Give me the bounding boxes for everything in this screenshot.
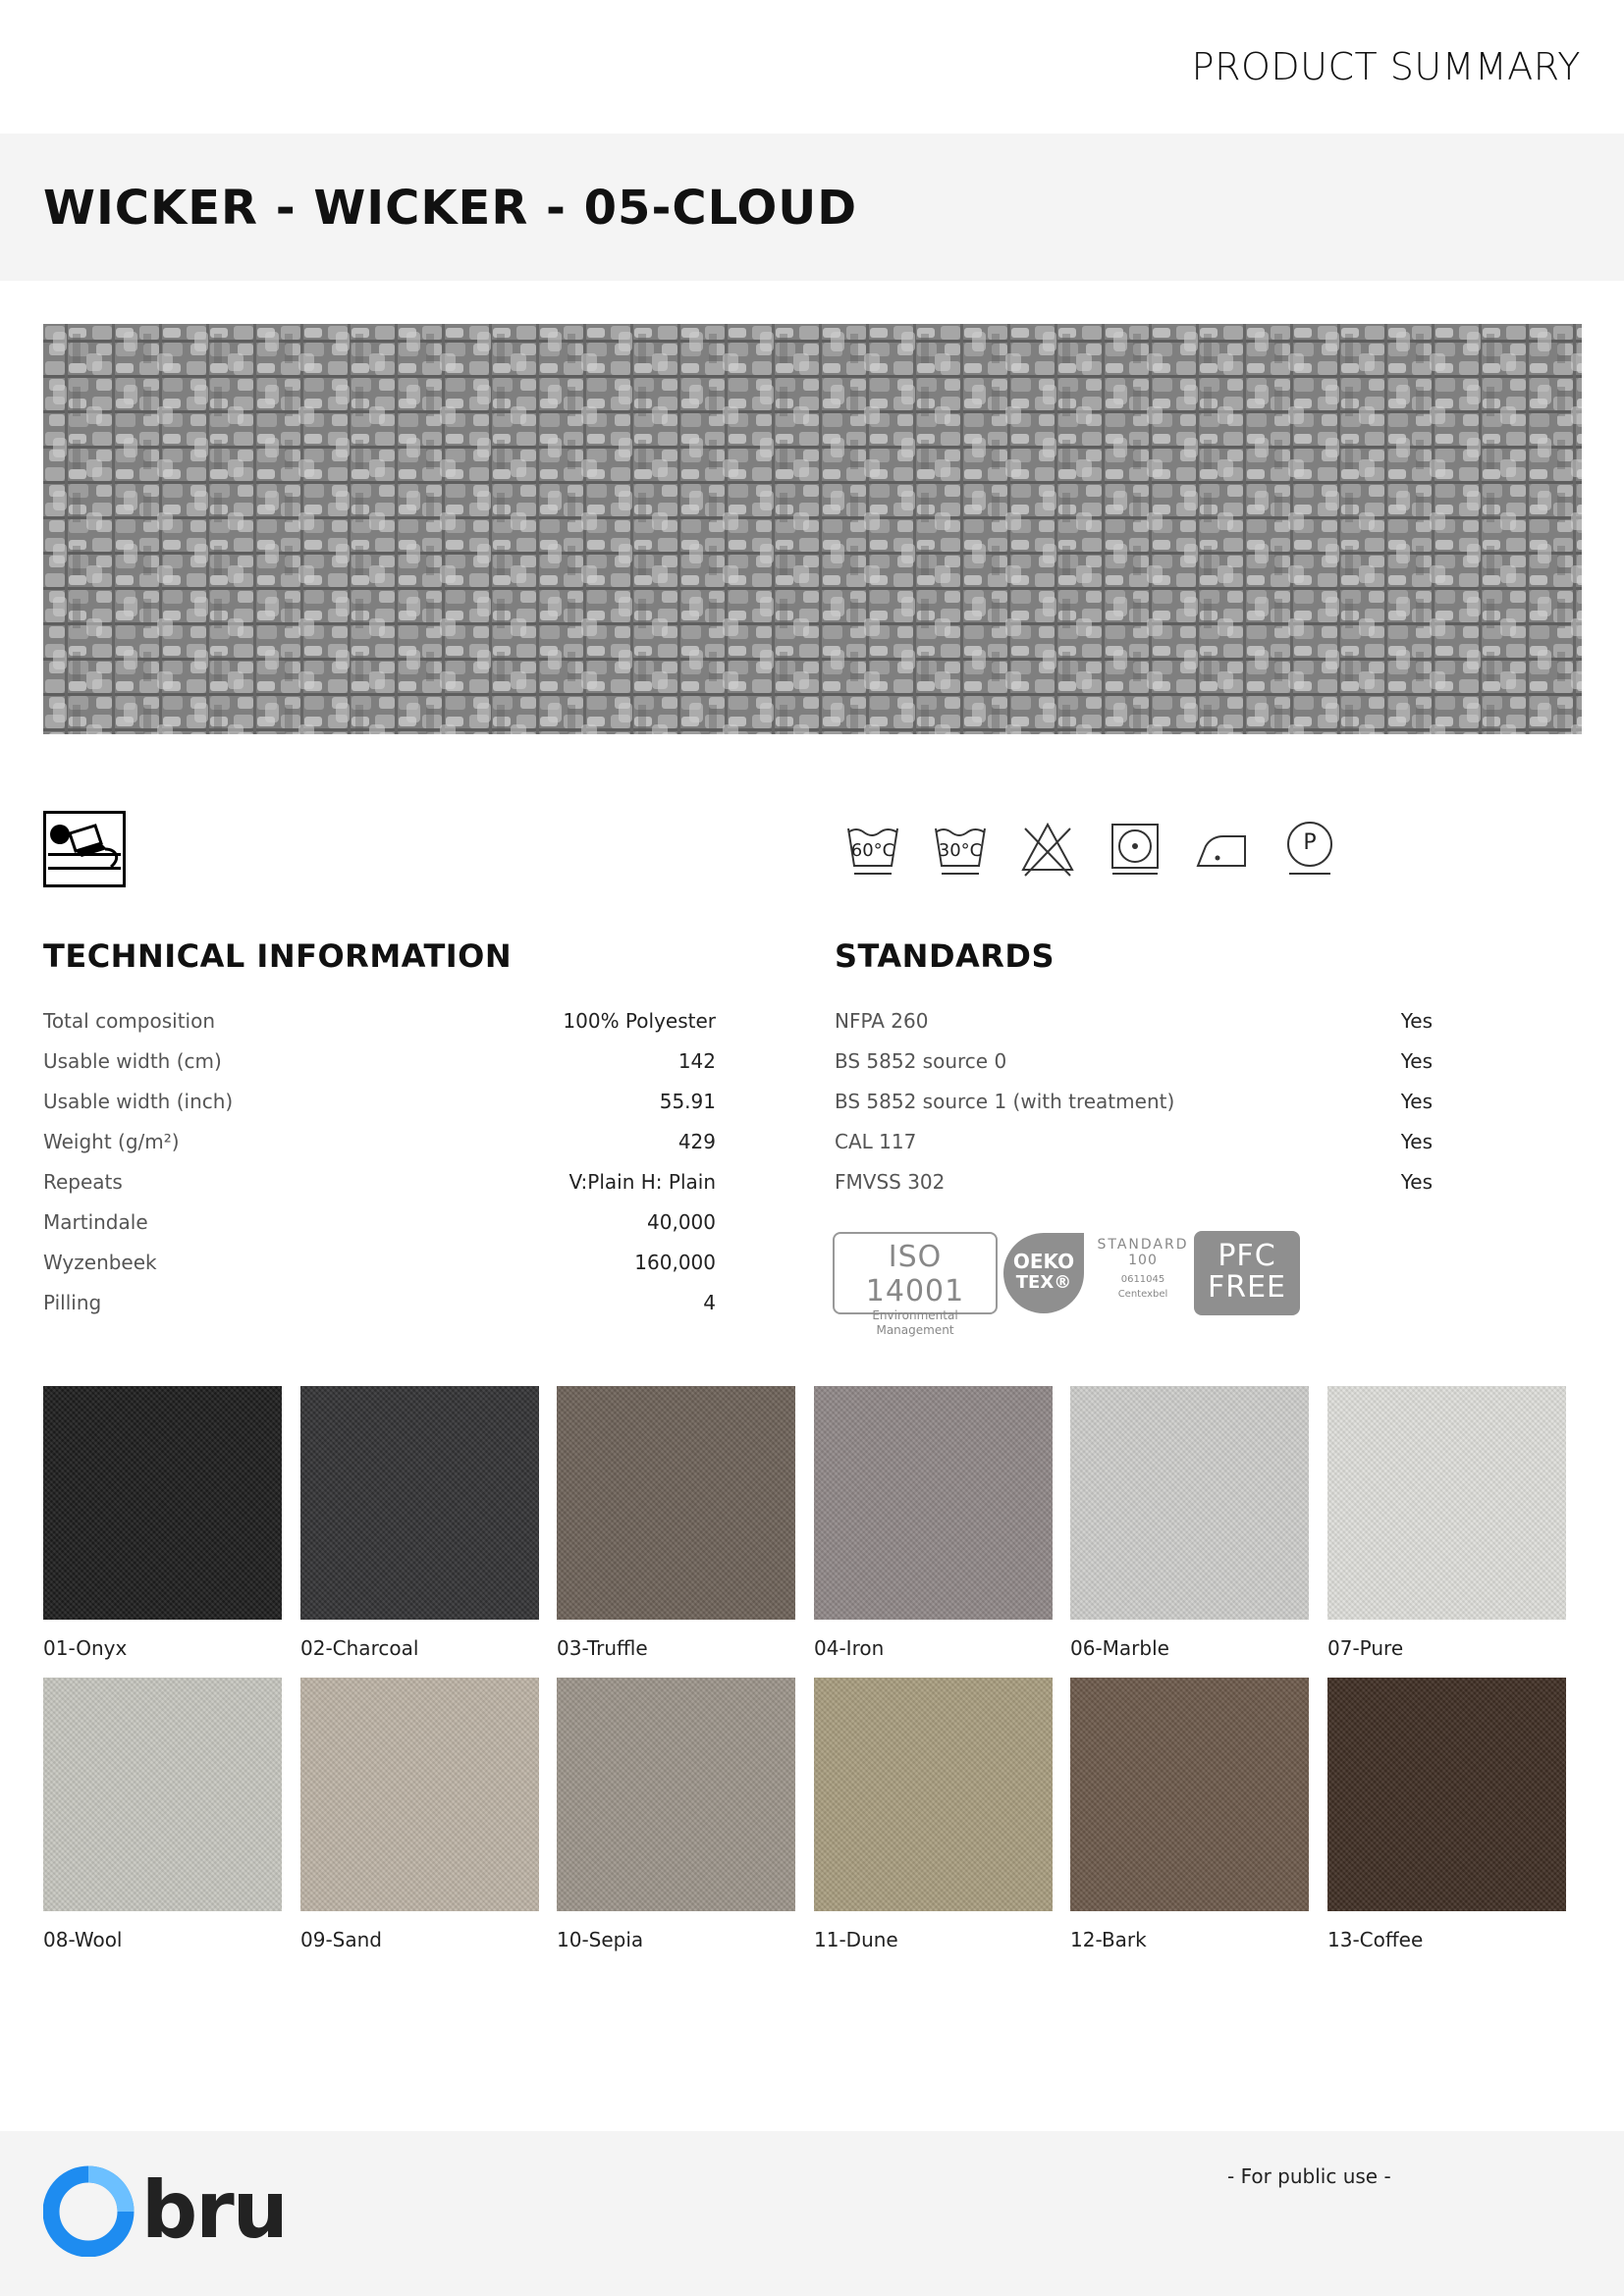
iso-14001-logo — [833, 1232, 998, 1337]
care-label: 60°C — [850, 840, 895, 861]
swatch-chip — [43, 1678, 282, 1911]
swatch-label: 13-Coffee — [1327, 1928, 1424, 1951]
spec-label: Weight (g/m²) — [43, 1130, 180, 1153]
standard-label: BS 5852 source 0 — [835, 1049, 1007, 1073]
swatch-label: 10-Sepia — [557, 1928, 644, 1951]
colour-swatch[interactable] — [300, 1678, 539, 1951]
standard-value: Yes — [1400, 1170, 1433, 1194]
spec-value: 100% Polyester — [563, 1009, 716, 1033]
colour-swatch[interactable] — [1327, 1678, 1566, 1951]
upholstery-chair-icon — [43, 811, 126, 887]
standard-row — [835, 1170, 1507, 1210]
swatch-label: 08-Wool — [43, 1928, 123, 1951]
standard-row — [835, 1049, 1507, 1090]
standards-table — [835, 1009, 1507, 1210]
pfc-free-badge — [1194, 1231, 1300, 1315]
swatch-chip — [300, 1678, 539, 1911]
spec-label: Pilling — [43, 1291, 102, 1314]
spec-label: Martindale — [43, 1210, 148, 1234]
standard-line: 100 — [1128, 1253, 1158, 1268]
pfc-line: PFC — [1218, 1239, 1276, 1273]
standard-label: NFPA 260 — [835, 1009, 929, 1033]
swatch-chip — [1327, 1678, 1566, 1911]
product-title: WICKER - WICKER - 05-CLOUD — [43, 181, 858, 236]
care-label: P — [1303, 830, 1317, 855]
technical-information-table — [43, 1009, 716, 1331]
swatch-label: 02-Charcoal — [300, 1636, 419, 1660]
standard-value: Yes — [1400, 1130, 1433, 1153]
care-label: 30°C — [938, 840, 983, 861]
iron-low-icon — [1194, 819, 1251, 878]
spec-row — [43, 1009, 716, 1049]
spec-row — [43, 1130, 716, 1170]
swatch-label: 03-Truffle — [557, 1636, 648, 1660]
standard-line: 0611045 — [1120, 1274, 1165, 1285]
spec-value: 429 — [677, 1130, 716, 1153]
spec-label: Wyzenbeek — [43, 1251, 157, 1274]
spec-value: 40,000 — [647, 1210, 716, 1234]
oeko-tex-logo — [1001, 1231, 1086, 1315]
spec-value: 4 — [703, 1291, 716, 1314]
spec-value: 142 — [677, 1049, 716, 1073]
swatch-chip — [557, 1678, 795, 1911]
public-use-label: - For public use - — [1227, 2164, 1391, 2188]
spec-label: Repeats — [43, 1170, 123, 1194]
swatch-chip — [1070, 1678, 1309, 1911]
swatch-label: 07-Pure — [1327, 1636, 1404, 1660]
iso-line: Management — [876, 1323, 954, 1337]
standard-value: Yes — [1400, 1090, 1433, 1113]
spec-value: 160,000 — [634, 1251, 716, 1274]
swatch-label: 04-Iron — [814, 1636, 885, 1660]
swatch-label: 09-Sand — [300, 1928, 382, 1951]
colour-swatch[interactable] — [557, 1678, 795, 1951]
colour-swatch[interactable] — [814, 1386, 1053, 1660]
wash-30-icon — [932, 819, 989, 878]
colour-swatch[interactable] — [1070, 1678, 1309, 1951]
page-footer — [0, 2131, 1624, 2296]
standard-label: CAL 117 — [835, 1130, 917, 1153]
standard-row — [835, 1130, 1507, 1170]
swatch-chip — [814, 1386, 1053, 1620]
brand-name: bru — [141, 2164, 287, 2256]
spec-row — [43, 1170, 716, 1210]
spec-row — [43, 1251, 716, 1291]
colour-swatch[interactable] — [557, 1386, 795, 1660]
standard-row — [835, 1090, 1507, 1130]
swatch-chip — [557, 1386, 795, 1620]
certification-logos — [833, 1231, 1304, 1337]
product-summary-label: PRODUCT SUMMARY — [1191, 45, 1581, 88]
tumble-dry-icon — [1107, 819, 1164, 878]
spec-value: 55.91 — [659, 1090, 716, 1113]
spec-row — [43, 1291, 716, 1331]
iso-title: ISO 14001 — [865, 1240, 965, 1308]
swatch-chip — [300, 1386, 539, 1620]
bru-logo — [43, 2163, 287, 2261]
care-instructions — [844, 819, 1338, 878]
swatch-chip — [1070, 1386, 1309, 1620]
fabric-texture-image — [43, 324, 1582, 734]
standard-value: Yes — [1400, 1009, 1433, 1033]
swatch-label: 01-Onyx — [43, 1636, 128, 1660]
colour-swatch[interactable] — [300, 1386, 539, 1660]
swatch-label: 11-Dune — [814, 1928, 898, 1951]
spec-value: V:Plain H: Plain — [568, 1170, 716, 1194]
spec-label: Total composition — [43, 1009, 215, 1033]
oeko-line: OEKO — [1012, 1250, 1075, 1273]
swatch-label: 06-Marble — [1070, 1636, 1169, 1660]
swatch-chip — [43, 1386, 282, 1620]
standard-line: Centexbel — [1117, 1289, 1168, 1300]
spec-label: Usable width (inch) — [43, 1090, 234, 1113]
swatch-label: 12-Bark — [1070, 1928, 1147, 1951]
standards-heading: STANDARDS — [835, 937, 1056, 975]
dry-clean-p-icon — [1281, 819, 1338, 878]
oeko-line: TEX® — [1015, 1272, 1072, 1293]
standard-label: FMVSS 302 — [835, 1170, 946, 1194]
technical-information-heading: TECHNICAL INFORMATION — [43, 937, 513, 975]
iso-line: Environmental — [872, 1308, 958, 1322]
wash-60-icon — [844, 819, 901, 878]
spec-label: Usable width (cm) — [43, 1049, 222, 1073]
title-band — [0, 133, 1624, 281]
swatch-chip — [1327, 1386, 1566, 1620]
standard-row — [835, 1009, 1507, 1049]
colour-swatch[interactable] — [43, 1386, 282, 1660]
standard-value: Yes — [1400, 1049, 1433, 1073]
spec-row — [43, 1049, 716, 1090]
spec-row — [43, 1090, 716, 1130]
colour-swatch[interactable] — [43, 1678, 282, 1951]
swatch-chip — [814, 1678, 1053, 1911]
colour-swatch[interactable] — [1070, 1386, 1309, 1660]
no-bleach-icon — [1019, 819, 1076, 878]
spec-row — [43, 1210, 716, 1251]
standard-100-logo — [1094, 1237, 1192, 1300]
standard-line: STANDARD — [1097, 1237, 1189, 1253]
standard-label: BS 5852 source 1 (with treatment) — [835, 1090, 1175, 1113]
pfc-line: FREE — [1207, 1270, 1286, 1305]
colour-swatch[interactable] — [814, 1678, 1053, 1951]
document-header — [0, 0, 1624, 133]
colour-swatch[interactable] — [1327, 1386, 1566, 1660]
